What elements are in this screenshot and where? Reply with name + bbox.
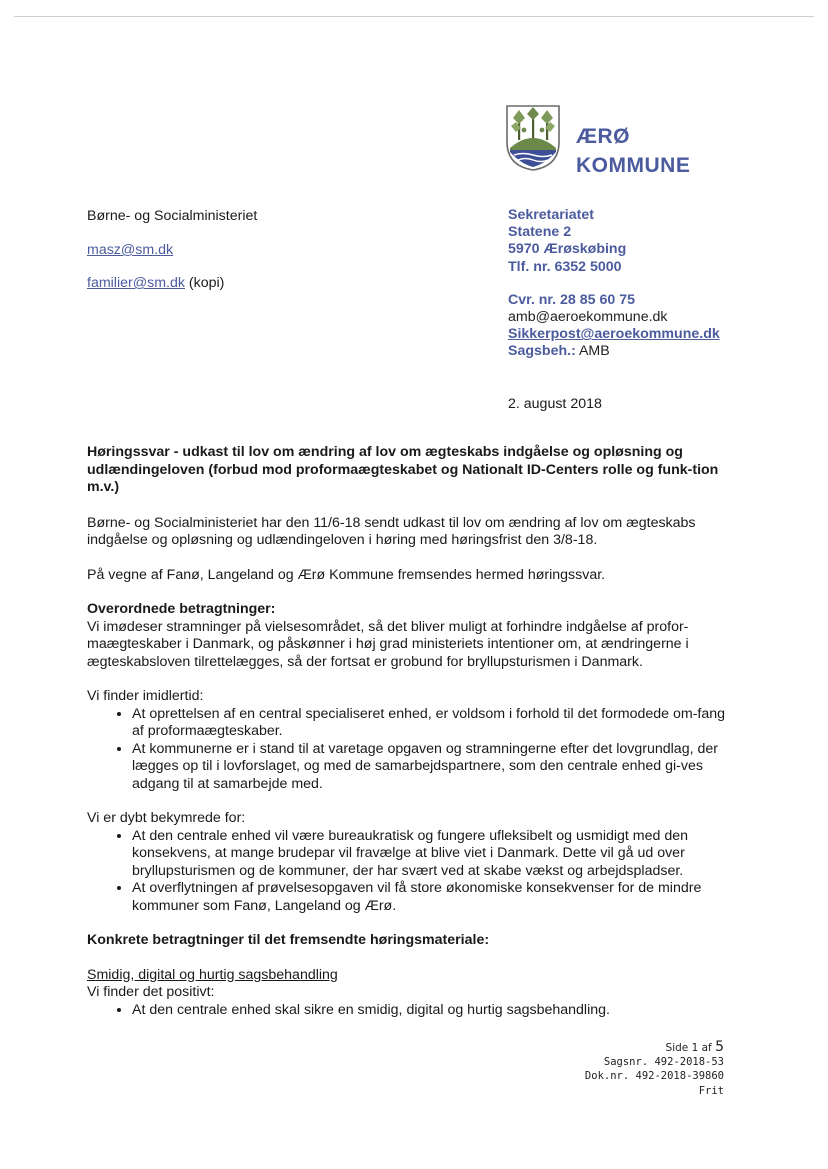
page-total: 5: [715, 1039, 724, 1055]
logo-wordmark: [576, 122, 690, 180]
sub-heading: Smidig, digital og hurtig sagsbehandling: [87, 966, 338, 983]
recipient-copy-email-row: [87, 275, 224, 291]
recipient-copy-email-link[interactable]: familier@sm.dk: [87, 275, 185, 291]
aero-kommune-logo: [505, 104, 561, 172]
page-number: 1: [691, 1042, 699, 1054]
logo-line-2: KOMMUNE: [576, 154, 691, 177]
page-mid: af: [698, 1042, 716, 1054]
letter-date: 2. august 2018: [508, 396, 602, 412]
letter-title: Høringssvar - udkast til lov om ændring af lov om ægteskabs indgåelse og opløsning og udlændingeloven (forbud mod proformaægteskabet og Nationalt ID-Centers rolle og funk-tion m.v.): [87, 444, 719, 495]
page-footer: [585, 1040, 724, 1098]
worried-list: [87, 828, 727, 916]
list-item: • At den centrale enhed vil være bureaukratisk og fungere ufleksibelt og usmidigt med den konsekvens, at mange brudepar vil fravælge at blive viet i Danmark. Dette vil gå ud over bryllupsturismen og de kommuner, der har svært ved at skabe vækst og arbejdspladser.: [132, 828, 727, 881]
section2-heading: Konkrete betragtninger til det fremsendte høringsmateriale:: [87, 932, 490, 948]
logo-line-1: ÆRØ: [576, 125, 630, 148]
section1-paragraph: Vi imødeser stramninger på vielsesområdet, så det bliver muligt at forhindre indgåelse af profor-maægteskaber i Danmark, og påskønner i høj grad ministeriets intentioner om, at ændringerne i ægteskabsloven tilrettelægges, så der fortsat er grobund for bryllupsturismen i Danmark.: [87, 618, 689, 670]
copy-suffix: (kopi): [184, 275, 225, 291]
sender-cvr: Cvr. nr. 28 85 60 75: [508, 291, 635, 308]
positive-list: [87, 1002, 727, 1020]
sender-phone: Tlf. nr. 6352 5000: [508, 258, 622, 275]
sender-city: 5970 Ærøskøbing: [508, 241, 627, 258]
section1-heading: Overordnede betragtninger:: [87, 601, 276, 617]
list-item: • At overflytningen af prøvelsesopgaven vil få store økonomiske konsekvenser for de mindre kommuner som Fanø, Langeland og Ærø.: [132, 880, 727, 915]
caseworker-value: AMB: [575, 343, 610, 360]
page-indicator: [585, 1040, 724, 1055]
letter-body: [87, 444, 727, 1019]
intro-paragraph: Børne- og Socialministeriet har den 11/6-18 sendt udkast til lov om ændring af lov om ægteskabs indgåelse og opløsning og udlændingeloven i høring med høringsfrist den 3/8-18.: [87, 514, 696, 548]
sender-street: Statene 2: [508, 224, 572, 241]
sender-caseworker: [508, 343, 720, 360]
find-list: [87, 706, 727, 794]
recipient-email-row: [87, 242, 173, 258]
page-prefix: Side: [665, 1042, 692, 1054]
sagsnr: Sagsnr. 492-2018-53: [603, 1056, 724, 1069]
caseworker-label: Sagsbeh.:: [508, 343, 576, 360]
status: Frit: [698, 1084, 724, 1097]
sender-dept: Sekretariatet: [508, 207, 594, 223]
scan-top-line: [14, 16, 814, 17]
on-behalf-paragraph: På vegne af Fanø, Langeland og Ærø Kommune fremsendes hermed høringssvar.: [87, 566, 606, 583]
doknr: Dok.nr. 492-2018-39860: [584, 1070, 724, 1083]
positive-label: Vi finder det positivt:: [87, 984, 215, 1000]
find-label: Vi finder imidlertid:: [87, 688, 204, 704]
sender-secure-email-link[interactable]: Sikkerpost@aeroekommune.dk: [508, 326, 720, 343]
list-item: • At den centrale enhed skal sikre en smidig, digital og hurtig sagsbehandling.: [132, 1002, 727, 1020]
sender-email[interactable]: amb@aeroekommune.dk: [508, 309, 668, 326]
list-item: • At kommunerne er i stand til at varetage opgaven og stramningerne efter det lovgrundlag, der lægges op til i lovforslaget, og med de samarbejdspartnere, som den centrale enhed gi-ves adgang til at samarbejde med.: [132, 741, 727, 794]
worried-label: Vi er dybt bekymrede for:: [87, 810, 246, 826]
shield-crest-icon: [505, 104, 561, 172]
recipient-email-link[interactable]: masz@sm.dk: [87, 242, 174, 258]
sender-block: [508, 207, 720, 361]
list-item: • At oprettelsen af en central specialiseret enhed, er voldsom i forhold til det formodede om-fang af proformaægteskaber.: [132, 706, 727, 741]
recipient-name: Børne- og Socialministeriet: [87, 208, 258, 224]
